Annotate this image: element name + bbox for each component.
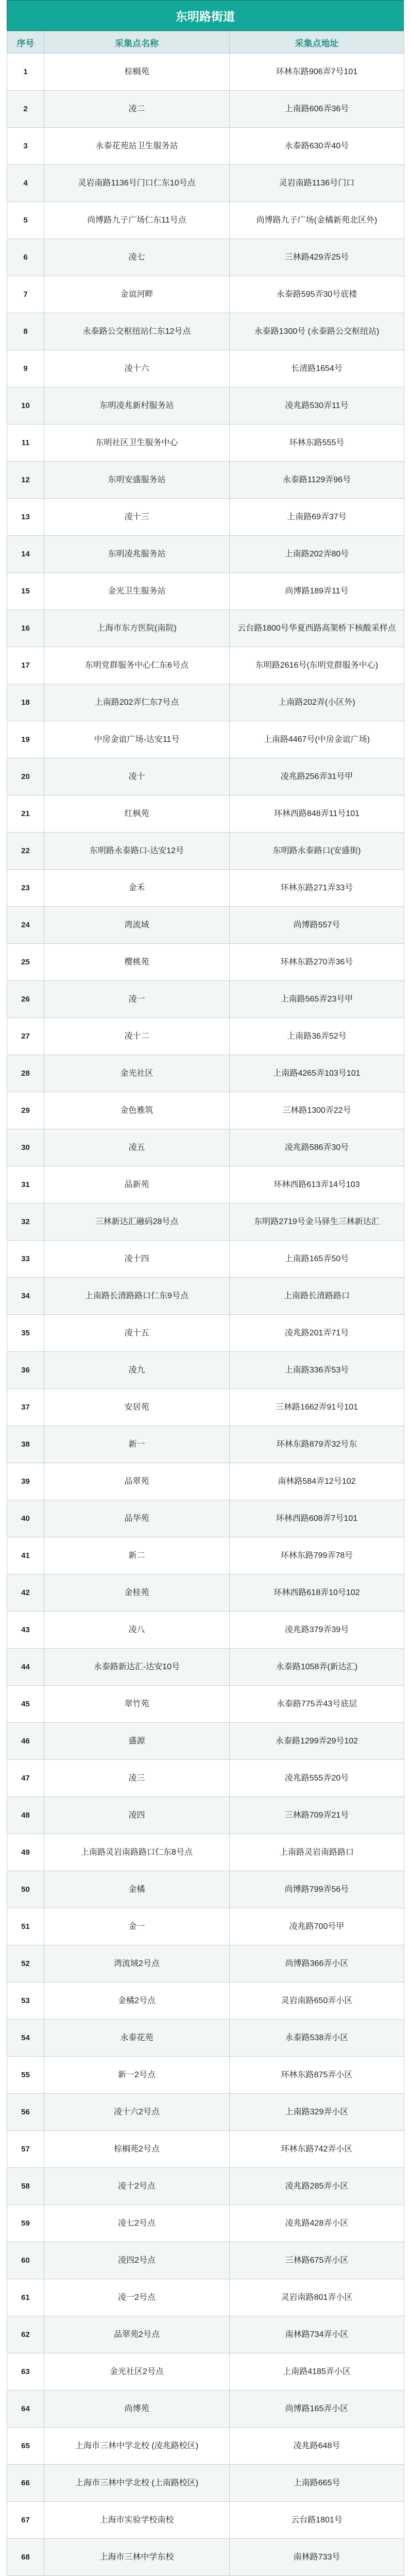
table-row (7, 833, 404, 870)
row-number: 67 (7, 2502, 44, 2539)
row-number: 53 (7, 1982, 44, 2020)
site-name: 湾流域2号点 (44, 1945, 230, 1982)
site-name: 翠竹苑 (44, 1686, 230, 1723)
row-number: 9 (7, 350, 44, 387)
site-name: 凌四 (44, 1797, 230, 1834)
header-no: 序号 (7, 31, 44, 54)
site-name: 东明凌兆服务站 (44, 536, 230, 573)
site-name: 东明安盛服务站 (44, 462, 230, 499)
row-number: 14 (7, 536, 44, 573)
row-number: 32 (7, 1204, 44, 1241)
site-name: 凌十六2号点 (44, 2094, 230, 2131)
table-row (7, 2316, 404, 2353)
row-number: 26 (7, 981, 44, 1018)
site-address: 尚博路九子广场(金橘新苑北区外) (230, 202, 404, 239)
site-name: 棕榈苑 (44, 54, 230, 91)
header-site-address: 采集点地址 (230, 31, 404, 54)
site-name: 上南路长清路路口仁东9号点 (44, 1278, 230, 1315)
site-name: 东明路永泰路口-达安12号 (44, 833, 230, 870)
table-row (7, 1389, 404, 1426)
site-name: 永泰花苑 (44, 2020, 230, 2057)
site-name: 凌十2号点 (44, 2168, 230, 2205)
site-address: 环林西路618弄10号102 (230, 1574, 404, 1612)
site-address: 上南路329弄小区 (230, 2094, 404, 2131)
table-row (7, 2131, 404, 2168)
row-number: 1 (7, 54, 44, 91)
site-address: 环林西路608弄7号101 (230, 1500, 404, 1537)
table-row (7, 1760, 404, 1797)
site-name: 上海市东方医院(南院) (44, 610, 230, 647)
table-row (7, 1166, 404, 1204)
site-name: 新一 (44, 1426, 230, 1463)
site-name: 品新苑 (44, 1166, 230, 1204)
row-number: 62 (7, 2316, 44, 2353)
table-row (7, 573, 404, 610)
site-name: 中房金谊广场-达安11号 (44, 721, 230, 758)
table-row (7, 2242, 404, 2279)
site-address: 环林东路875弄小区 (230, 2057, 404, 2094)
table-row (7, 1426, 404, 1463)
row-number: 55 (7, 2057, 44, 2094)
table-row (7, 2465, 404, 2502)
site-address: 上南路4265弄103号101 (230, 1055, 404, 1092)
row-number: 65 (7, 2428, 44, 2465)
table-row (7, 1797, 404, 1834)
site-name: 凌一2号点 (44, 2279, 230, 2316)
site-address: 上南路4185弄小区 (230, 2353, 404, 2391)
site-address: 凌兆路285弄小区 (230, 2168, 404, 2205)
site-address: 东明路2719号金马驿生三林新达汇 (230, 1204, 404, 1241)
site-name: 安居苑 (44, 1389, 230, 1426)
site-name: 永泰路新达汇-达安10号 (44, 1649, 230, 1686)
site-name: 尚博路九子广场仁东11号点 (44, 202, 230, 239)
row-number: 5 (7, 202, 44, 239)
row-number: 22 (7, 833, 44, 870)
table-row (7, 276, 404, 313)
row-number: 11 (7, 425, 44, 462)
table-row (7, 2094, 404, 2131)
site-address: 环林东路799弄78号 (230, 1537, 404, 1574)
table-row (7, 1871, 404, 1908)
site-name: 凌二 (44, 91, 230, 128)
table-row (7, 2502, 404, 2539)
row-number: 6 (7, 239, 44, 276)
site-name: 金光卫生服务站 (44, 573, 230, 610)
site-name: 东明凌兆新村服务站 (44, 387, 230, 425)
table-row (7, 647, 404, 684)
row-number: 34 (7, 1278, 44, 1315)
site-address: 环林东路271弄33号 (230, 870, 404, 907)
site-name: 金光社区 (44, 1055, 230, 1092)
table-row (7, 2428, 404, 2465)
site-name: 上南路202弄仁东7号点 (44, 684, 230, 721)
site-name: 上海市实验学校南校 (44, 2502, 230, 2539)
site-address: 凌兆路555弄20号 (230, 1760, 404, 1797)
row-number: 17 (7, 647, 44, 684)
table-row (7, 54, 404, 91)
site-address: 长清路1654号 (230, 350, 404, 387)
table-row (7, 684, 404, 721)
table-row (7, 907, 404, 944)
table-row (7, 1278, 404, 1315)
table-row (7, 1315, 404, 1352)
site-address: 上南路灵岩南路路口 (230, 1834, 404, 1871)
site-address: 上南路165弄50号 (230, 1241, 404, 1278)
table-row (7, 536, 404, 573)
site-address: 云台路1800号华夏西路高架桥下核酸采样点 (230, 610, 404, 647)
table-row (7, 1092, 404, 1129)
site-address: 上南路36弄52号 (230, 1018, 404, 1055)
table-row (7, 1908, 404, 1945)
row-number: 48 (7, 1797, 44, 1834)
row-number: 20 (7, 758, 44, 795)
site-name: 尚博苑 (44, 2391, 230, 2428)
row-number: 35 (7, 1315, 44, 1352)
site-address: 上南路202弄80号 (230, 536, 404, 573)
row-number: 31 (7, 1166, 44, 1204)
row-number: 23 (7, 870, 44, 907)
row-number: 38 (7, 1426, 44, 1463)
site-address: 上南路665号 (230, 2465, 404, 2502)
site-address: 永泰路538弄小区 (230, 2020, 404, 2057)
row-number: 37 (7, 1389, 44, 1426)
row-number: 58 (7, 2168, 44, 2205)
site-name: 金一 (44, 1908, 230, 1945)
site-name: 凌十二 (44, 1018, 230, 1055)
row-number: 30 (7, 1129, 44, 1166)
row-number: 12 (7, 462, 44, 499)
row-number: 52 (7, 1945, 44, 1982)
table-row (7, 2391, 404, 2428)
row-number: 4 (7, 165, 44, 202)
table-row (7, 91, 404, 128)
site-name: 品华苑 (44, 1500, 230, 1537)
site-name: 灵岩南路1136号门口仁东10号点 (44, 165, 230, 202)
table-row (7, 1241, 404, 1278)
site-address: 灵岩南路650弄小区 (230, 1982, 404, 2020)
table-row (7, 462, 404, 499)
row-number: 24 (7, 907, 44, 944)
row-number: 19 (7, 721, 44, 758)
row-number: 56 (7, 2094, 44, 2131)
site-address: 三林路1662弄91号101 (230, 1389, 404, 1426)
row-number: 45 (7, 1686, 44, 1723)
row-number: 57 (7, 2131, 44, 2168)
site-name: 凌七2号点 (44, 2205, 230, 2242)
table-row (7, 610, 404, 647)
table-row (7, 1537, 404, 1574)
site-name: 凌十三 (44, 499, 230, 536)
row-number: 59 (7, 2205, 44, 2242)
table-row (7, 1649, 404, 1686)
table-row (7, 1204, 404, 1241)
site-address: 环林西路613弄14号103 (230, 1166, 404, 1204)
table-row (7, 758, 404, 795)
site-name: 凌八 (44, 1612, 230, 1649)
row-number: 2 (7, 91, 44, 128)
site-address: 上南路565弄23号甲 (230, 981, 404, 1018)
site-name: 新一2号点 (44, 2057, 230, 2094)
site-address: 尚博路189弄11号 (230, 573, 404, 610)
site-address: 永泰路1058弄(新达汇) (230, 1649, 404, 1686)
site-address: 南林路584弄12号102 (230, 1463, 404, 1500)
site-address: 永泰路1300号 (永泰路公交枢纽站) (230, 313, 404, 350)
table-row (7, 239, 404, 276)
row-number: 7 (7, 276, 44, 313)
row-number: 54 (7, 2020, 44, 2057)
table-row (7, 2539, 404, 2576)
street-title: 东明路街道 (7, 0, 404, 31)
table-row (7, 870, 404, 907)
row-number: 61 (7, 2279, 44, 2316)
site-address: 尚博路165弄小区 (230, 2391, 404, 2428)
site-name: 品翠苑 (44, 1463, 230, 1500)
row-number: 29 (7, 1092, 44, 1129)
table-row (7, 1055, 404, 1092)
site-address: 上南路4467号(中房金谊广场) (230, 721, 404, 758)
site-address: 上南路336弄53号 (230, 1352, 404, 1389)
site-address: 凌兆路586弄30号 (230, 1129, 404, 1166)
table-row (7, 202, 404, 239)
row-number: 40 (7, 1500, 44, 1537)
row-number: 47 (7, 1760, 44, 1797)
row-number: 13 (7, 499, 44, 536)
site-name: 东明党群服务中心仁东6号点 (44, 647, 230, 684)
table-row (7, 944, 404, 981)
site-name: 樱桃苑 (44, 944, 230, 981)
site-name: 上海市三林中学东校 (44, 2539, 230, 2576)
row-number: 60 (7, 2242, 44, 2279)
site-name: 上海市三林中学北校 (凌兆路校区) (44, 2428, 230, 2465)
table-row (7, 1834, 404, 1871)
row-number: 28 (7, 1055, 44, 1092)
site-address: 环林东路742弄小区 (230, 2131, 404, 2168)
table-row (7, 1612, 404, 1649)
site-name: 金谊河畔 (44, 276, 230, 313)
site-name: 永泰路公交枢纽站仁东12号点 (44, 313, 230, 350)
site-address: 三林路709弄21号 (230, 1797, 404, 1834)
site-name: 湾流域 (44, 907, 230, 944)
row-number: 16 (7, 610, 44, 647)
site-address: 尚博路557号 (230, 907, 404, 944)
site-address: 灵岩南路801弄小区 (230, 2279, 404, 2316)
site-address: 上南路69弄37号 (230, 499, 404, 536)
row-number: 18 (7, 684, 44, 721)
row-number: 8 (7, 313, 44, 350)
site-name: 金光社区2号点 (44, 2353, 230, 2391)
site-address: 东明路2616号(东明党群服务中心) (230, 647, 404, 684)
row-number: 36 (7, 1352, 44, 1389)
row-number: 51 (7, 1908, 44, 1945)
site-address: 永泰路1129弄96号 (230, 462, 404, 499)
site-name: 金禾 (44, 870, 230, 907)
site-address: 永泰路595弄30号底楼 (230, 276, 404, 313)
site-name: 凌七 (44, 239, 230, 276)
site-address: 凌兆路428弄小区 (230, 2205, 404, 2242)
site-address: 尚博路366弄小区 (230, 1945, 404, 1982)
row-number: 27 (7, 1018, 44, 1055)
row-number: 68 (7, 2539, 44, 2576)
table-row (7, 1352, 404, 1389)
table-row (7, 499, 404, 536)
site-address: 凌兆路201弄71号 (230, 1315, 404, 1352)
table-row (7, 1982, 404, 2020)
site-address: 三林路1300弄22号 (230, 1092, 404, 1129)
table-row (7, 2353, 404, 2391)
table-row (7, 1018, 404, 1055)
table-row (7, 1463, 404, 1500)
site-address: 环林东路879弄32号东 (230, 1426, 404, 1463)
row-number: 39 (7, 1463, 44, 1500)
table-body (7, 54, 404, 2576)
sampling-sites-sheet (7, 0, 404, 2576)
site-name: 上海市三林中学北校 (上南路校区) (44, 2465, 230, 2502)
site-address: 三林路675弄小区 (230, 2242, 404, 2279)
header-row (7, 31, 404, 54)
row-number: 25 (7, 944, 44, 981)
table-row (7, 2205, 404, 2242)
row-number: 15 (7, 573, 44, 610)
site-name: 凌十 (44, 758, 230, 795)
site-name: 凌五 (44, 1129, 230, 1166)
site-address: 凌兆路530弄11号 (230, 387, 404, 425)
table-row (7, 387, 404, 425)
table-row (7, 2279, 404, 2316)
site-address: 尚博路799弄56号 (230, 1871, 404, 1908)
site-name: 金橘 (44, 1871, 230, 1908)
site-address: 东明路永泰路口(安盛街) (230, 833, 404, 870)
site-name: 永泰花苑站卫生服务站 (44, 128, 230, 165)
site-name: 金橘2号点 (44, 1982, 230, 2020)
row-number: 3 (7, 128, 44, 165)
site-address: 凌兆路648号 (230, 2428, 404, 2465)
table-row (7, 1500, 404, 1537)
site-address: 上南路202弄(小区外) (230, 684, 404, 721)
site-name: 盛源 (44, 1723, 230, 1760)
site-address: 三林路429弄25号 (230, 239, 404, 276)
table-row (7, 1945, 404, 1982)
site-name: 品翠苑2号点 (44, 2316, 230, 2353)
table-row (7, 313, 404, 350)
table-row (7, 981, 404, 1018)
row-number: 21 (7, 795, 44, 833)
site-name: 三林新达汇融码28号点 (44, 1204, 230, 1241)
table-row (7, 721, 404, 758)
table-row (7, 2020, 404, 2057)
site-name: 凌十四 (44, 1241, 230, 1278)
site-address: 上南路长清路路口 (230, 1278, 404, 1315)
row-number: 10 (7, 387, 44, 425)
site-name: 金色雅筑 (44, 1092, 230, 1129)
site-name: 红枫苑 (44, 795, 230, 833)
site-name: 凌四2号点 (44, 2242, 230, 2279)
site-address: 永泰路1299弄29号102 (230, 1723, 404, 1760)
site-address: 环林东路555号 (230, 425, 404, 462)
row-number: 64 (7, 2391, 44, 2428)
table-row (7, 795, 404, 833)
table-row (7, 1129, 404, 1166)
site-address: 灵岩南路1136号门口 (230, 165, 404, 202)
table-row (7, 350, 404, 387)
site-address: 上南路606弄36号 (230, 91, 404, 128)
site-name: 新二 (44, 1537, 230, 1574)
row-number: 44 (7, 1649, 44, 1686)
sites-table (7, 31, 404, 2576)
row-number: 33 (7, 1241, 44, 1278)
row-number: 50 (7, 1871, 44, 1908)
table-row (7, 2168, 404, 2205)
row-number: 49 (7, 1834, 44, 1871)
header-site-name: 采集点名称 (44, 31, 230, 54)
site-address: 环林东路906弄7号101 (230, 54, 404, 91)
site-address: 凌兆路700号甲 (230, 1908, 404, 1945)
site-address: 环林东路270弄36号 (230, 944, 404, 981)
site-name: 凌一 (44, 981, 230, 1018)
table-row (7, 128, 404, 165)
site-name: 凌三 (44, 1760, 230, 1797)
site-name: 棕榈苑2号点 (44, 2131, 230, 2168)
table-row (7, 165, 404, 202)
site-address: 永泰路630弄40号 (230, 128, 404, 165)
site-name: 东明社区卫生服务中心 (44, 425, 230, 462)
table-row (7, 1723, 404, 1760)
row-number: 41 (7, 1537, 44, 1574)
site-address: 云台路1801号 (230, 2502, 404, 2539)
table-row (7, 1686, 404, 1723)
site-address: 凌兆路256弄31号甲 (230, 758, 404, 795)
site-name: 凌十六 (44, 350, 230, 387)
row-number: 46 (7, 1723, 44, 1760)
table-row (7, 425, 404, 462)
site-name: 凌九 (44, 1352, 230, 1389)
table-row (7, 1574, 404, 1612)
row-number: 66 (7, 2465, 44, 2502)
site-name: 上南路灵岩南路路口仁东8号点 (44, 1834, 230, 1871)
site-address: 南林路733号 (230, 2539, 404, 2576)
site-address: 凌兆路379弄39号 (230, 1612, 404, 1649)
site-address: 南林路734弄小区 (230, 2316, 404, 2353)
site-name: 金桂苑 (44, 1574, 230, 1612)
site-address: 永泰路775弄43号底层 (230, 1686, 404, 1723)
row-number: 63 (7, 2353, 44, 2391)
site-name: 凌十五 (44, 1315, 230, 1352)
site-address: 环林西路848弄11号101 (230, 795, 404, 833)
table-row (7, 2057, 404, 2094)
row-number: 43 (7, 1612, 44, 1649)
row-number: 42 (7, 1574, 44, 1612)
